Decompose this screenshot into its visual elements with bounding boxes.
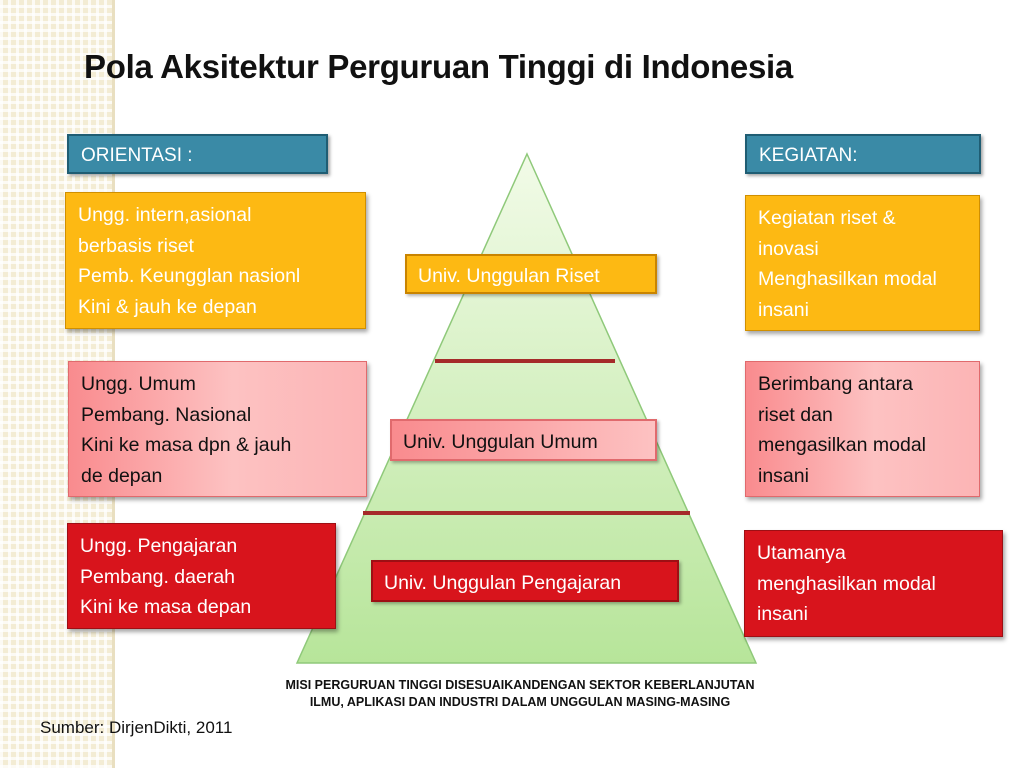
orientasi-umum-line-2: Pembang. Nasional (81, 403, 252, 426)
kegiatan-pengajaran-line-3: insani (757, 603, 808, 625)
kegiatan-box-umum (745, 361, 980, 497)
source-citation: Sumber: DirjenDikti, 2011 (40, 718, 233, 737)
kegiatan-box-riset (745, 195, 980, 331)
orientasi-header: ORIENTASI : (67, 134, 328, 174)
kegiatan-pengajaran-line-1: Utamanya (757, 542, 846, 564)
orientasi-pengajaran-line-3: Kini ke masa depan (80, 596, 252, 618)
orientasi-riset-line-4: Kini & jauh ke depan (78, 295, 257, 318)
kegiatan-box-pengajaran (744, 530, 1003, 637)
orientasi-riset-line-3: Pemb. Keungglan nasionl (78, 265, 301, 287)
pyramid-level-pengajaran: Univ. Unggulan Pengajaran (371, 560, 679, 602)
page-title: Pola Aksitektur Perguruan Tinggi di Indonesia (84, 48, 793, 85)
kegiatan-umum-line-2: riset dan (758, 403, 833, 426)
orientasi-riset-line-2: berbasis riset (78, 234, 194, 257)
kegiatan-umum-line-3: mengasilkan modal (758, 434, 927, 456)
misi-caption-line-1: MISI PERGURUAN TINGGI DISESUAIKANDENGAN SEKTOR KEBERLANJUTAN (285, 678, 755, 692)
kegiatan-umum-line-1: Berimbang antara (758, 373, 914, 395)
orientasi-umum-line-3: Kini ke masa dpn & jauh (81, 434, 292, 456)
kegiatan-pengajaran-line-2: menghasilkan modal (757, 572, 936, 595)
orientasi-pengajaran-line-1: Ungg. Pengajaran (80, 535, 238, 557)
pyramid-level-riset: Univ. Unggulan Riset (405, 254, 657, 294)
orientasi-box-riset (65, 192, 366, 329)
kegiatan-umum-line-4: insani (758, 464, 809, 487)
pyramid-level-umum: Univ. Unggulan Umum (390, 419, 657, 461)
kegiatan-riset-line-1: Kegiatan riset & (758, 207, 896, 229)
orientasi-pengajaran-line-2: Pembang. daerah (80, 565, 236, 588)
orientasi-umum-line-1: Ungg. Umum (81, 373, 196, 395)
kegiatan-riset-line-4: insani (758, 298, 809, 321)
orientasi-umum-line-4: de depan (81, 464, 163, 487)
orientasi-riset-line-1: Ungg. intern,asional (78, 204, 252, 226)
kegiatan-riset-line-2: inovasi (758, 237, 819, 260)
kegiatan-riset-line-3: Menghasilkan modal (758, 268, 937, 290)
misi-caption-line-2: ILMU, APLIKASI DAN INDUSTRI DALAM UNGGULAN MASING-MASING (309, 695, 731, 709)
orientasi-box-umum (68, 361, 367, 497)
orientasi-box-pengajaran (67, 523, 336, 629)
kegiatan-header: KEGIATAN: (745, 134, 981, 174)
